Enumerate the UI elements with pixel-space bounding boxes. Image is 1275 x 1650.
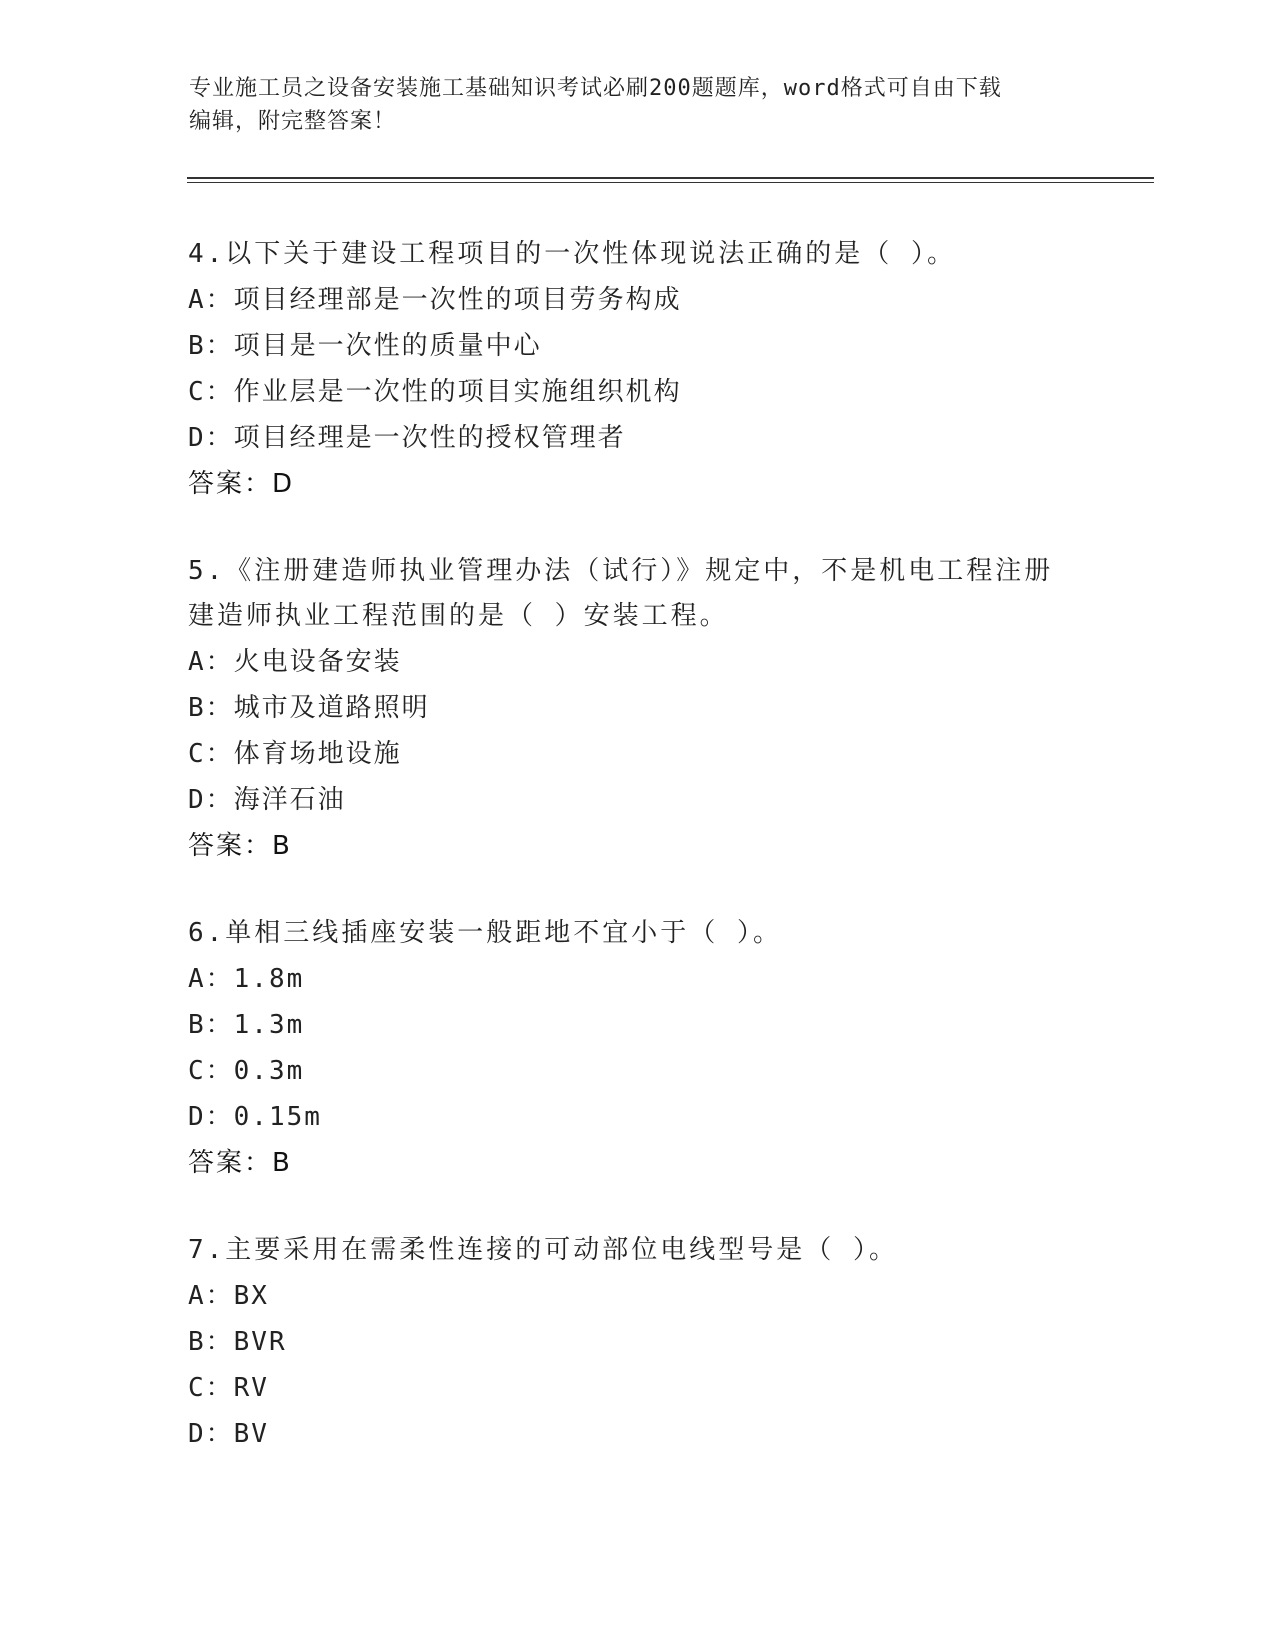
option-text: 项目经理是一次性的授权管理者 bbox=[233, 423, 626, 453]
option-c bbox=[188, 1365, 1088, 1411]
question-5 bbox=[188, 549, 1088, 869]
option-key: B： bbox=[188, 1010, 234, 1040]
option-key: B： bbox=[188, 1327, 234, 1357]
option-b bbox=[188, 323, 1088, 369]
question-stem: 4.以下关于建设工程项目的一次性体现说法正确的是（ ）。 bbox=[188, 239, 956, 269]
option-a bbox=[188, 1273, 1088, 1319]
option-text: BV bbox=[233, 1419, 269, 1449]
option-d bbox=[188, 777, 1088, 823]
question-stem: 6.单相三线插座安装一般距地不宜小于（ ）。 bbox=[188, 918, 782, 948]
option-text: 0.3m bbox=[233, 1056, 305, 1086]
question-7 bbox=[188, 1228, 1088, 1457]
option-text: 海洋石油 bbox=[233, 785, 346, 815]
question-6 bbox=[188, 911, 1088, 1186]
option-text: BVR bbox=[233, 1327, 287, 1357]
option-b bbox=[188, 1002, 1088, 1048]
option-key: C： bbox=[188, 739, 234, 769]
option-a bbox=[188, 956, 1088, 1002]
option-d bbox=[188, 1411, 1088, 1457]
option-key: A： bbox=[188, 1281, 234, 1311]
option-c bbox=[188, 369, 1088, 415]
option-b bbox=[188, 1319, 1088, 1365]
option-key: D： bbox=[188, 1419, 234, 1449]
option-key: C： bbox=[188, 1373, 234, 1403]
answer-line: 答案：B bbox=[188, 831, 292, 861]
option-text: 1.8m bbox=[233, 964, 305, 994]
option-key: A： bbox=[188, 285, 234, 315]
question-list bbox=[188, 232, 1088, 1499]
question-stem: 7.主要采用在需柔性连接的可动部位电线型号是（ ）。 bbox=[188, 1235, 898, 1265]
option-b bbox=[188, 685, 1088, 731]
option-text: 项目经理部是一次性的项目劳务构成 bbox=[233, 285, 682, 315]
option-a bbox=[188, 639, 1088, 685]
option-key: A： bbox=[188, 964, 234, 994]
option-text: 1.3m bbox=[233, 1010, 305, 1040]
option-d bbox=[188, 1094, 1088, 1140]
document-header bbox=[189, 72, 1069, 138]
option-key: D： bbox=[188, 785, 234, 815]
option-text: 项目是一次性的质量中心 bbox=[233, 331, 542, 361]
option-c bbox=[188, 731, 1088, 777]
question-4 bbox=[188, 232, 1088, 507]
header-divider-thick bbox=[187, 177, 1154, 179]
option-text: 0.15m bbox=[233, 1102, 322, 1132]
option-a bbox=[188, 277, 1088, 323]
option-text: RV bbox=[233, 1373, 269, 1403]
option-text: 作业层是一次性的项目实施组织机构 bbox=[233, 377, 682, 407]
option-key: D： bbox=[188, 423, 234, 453]
option-text: 城市及道路照明 bbox=[233, 693, 430, 723]
answer-line: 答案：B bbox=[188, 1148, 292, 1178]
option-text: BX bbox=[233, 1281, 269, 1311]
option-key: C： bbox=[188, 377, 234, 407]
answer-line: 答案：D bbox=[188, 469, 295, 499]
question-stem-line-1: 5.《注册建造师执业管理办法（试行）》规定中，不是机电工程注册 bbox=[188, 556, 1054, 586]
option-key: A： bbox=[188, 647, 234, 677]
question-stem-line-2: 建造师执业工程范围的是（ ）安装工程。 bbox=[188, 601, 729, 631]
option-key: C： bbox=[188, 1056, 234, 1086]
option-key: B： bbox=[188, 331, 234, 361]
option-text: 体育场地设施 bbox=[233, 739, 402, 769]
header-divider-thin bbox=[187, 182, 1154, 183]
option-c bbox=[188, 1048, 1088, 1094]
option-key: B： bbox=[188, 693, 234, 723]
option-d bbox=[188, 415, 1088, 461]
header-title-line-1: 专业施工员之设备安装施工基础知识考试必刷200题题库，word格式可自由下载 bbox=[189, 76, 1002, 101]
header-title-line-2: 编辑，附完整答案！ bbox=[189, 109, 397, 134]
option-text: 火电设备安装 bbox=[233, 647, 402, 677]
option-key: D： bbox=[188, 1102, 234, 1132]
